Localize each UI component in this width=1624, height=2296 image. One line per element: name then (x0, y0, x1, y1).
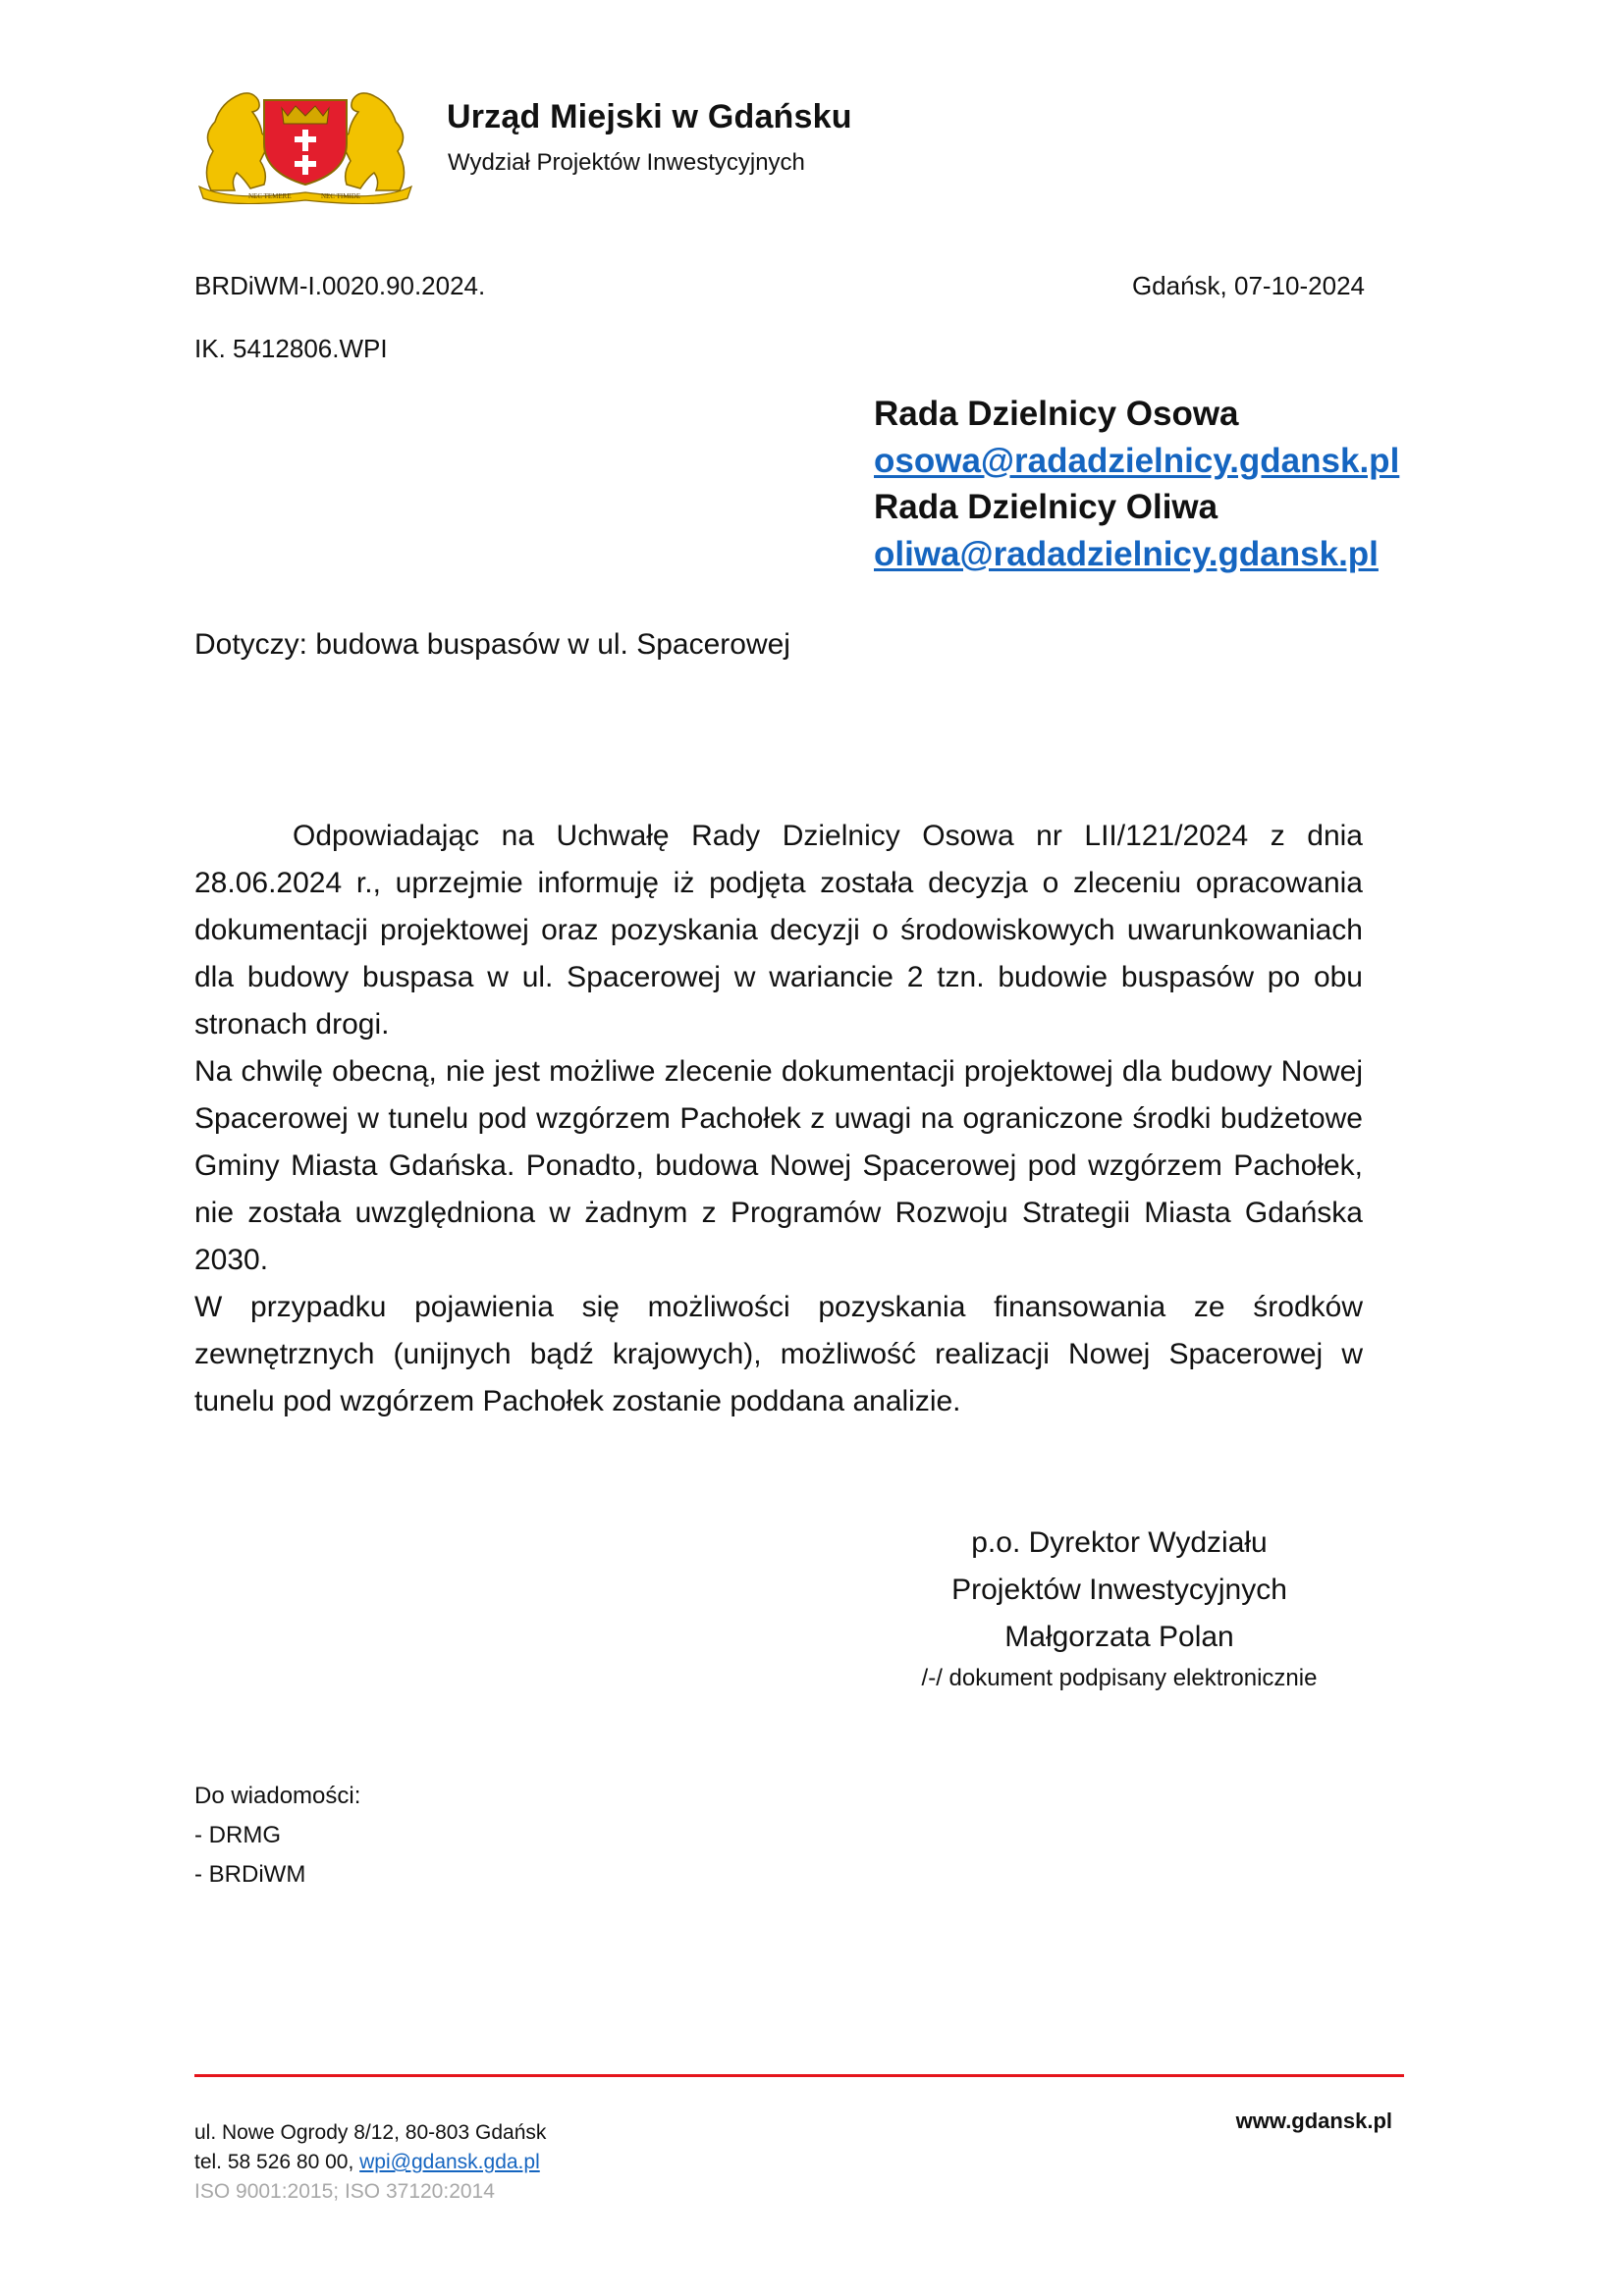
svg-text:NEC TIMIDE: NEC TIMIDE (321, 192, 361, 200)
subject-line: Dotyczy: budowa buspasów w ul. Spacerowej (194, 628, 790, 661)
signatory-name: Małgorzata Polan (1004, 1621, 1234, 1653)
footer-phone: tel. 58 526 80 00, (194, 2151, 360, 2173)
cc-item: - DRMG (194, 1822, 281, 1848)
recipients-block (874, 391, 1399, 577)
signatory-title: p.o. Dyrektor Wydziału (971, 1526, 1268, 1559)
gdansk-coat-of-arms-icon (191, 82, 419, 204)
body-paragraph: Na chwilę obecną, nie jest możliwe zlecenie dokumentacji projektowej dla budowy Nowej Spacerowej w tunelu pod wzgórzem Pachołek z uwagi na ograniczone środki budżetowe Gminy Miasta Gdańska. Ponadto, budowa Nowej Spacerowej pod wzgórzem Pachołek, nie została uwzględniona w żadnym z Programów Rozwoju Strategii Miasta Gdańska 2030. (194, 1055, 1363, 1276)
body-paragraph: Odpowiadając na Uchwałę Rady Dzielnicy Osowa nr LII/121/2024 z dnia 28.06.2024 r., uprzejmie informuję iż podjęta została decyzja o zleceniu opracowania dokumentacji projektowej oraz pozyskania decyzji o środowiskowych uwarunkowaniach dla budowy buspasa w ul. Spacerowej w wariancie 2 tzn. budowie buspasów po obu stronach drogi. (194, 820, 1363, 1041)
footer-contact (194, 2118, 546, 2207)
signatory-department: Projektów Inwestycyjnych (951, 1574, 1287, 1606)
cc-item: - BRDiWM (194, 1861, 306, 1888)
office-title: Urząd Miejski w Gdańsku (447, 98, 852, 135)
body-paragraph: W przypadku pojawienia się możliwości pozyskania finansowania ze środków zewnętrznych (unijnych bądź krajowych), możliwość realizacji Nowej Spacerowej w tunelu pod wzgórzem Pachołek zostanie poddana analizie. (194, 1291, 1363, 1417)
svg-text:NEC TEMERE: NEC TEMERE (248, 192, 292, 200)
case-number: IK. 5412806.WPI (194, 334, 388, 363)
signature-block (864, 1520, 1375, 1696)
electronic-signature-note: /-/ dokument podpisany elektronicznie (921, 1665, 1318, 1691)
footer-divider (194, 2074, 1404, 2077)
place-date: Gdańsk, 07-10-2024 (1131, 271, 1365, 300)
cc-block (194, 1777, 360, 1895)
footer-iso: ISO 9001:2015; ISO 37120:2014 (194, 2180, 495, 2203)
reference-number: BRDiWM-I.0020.90.2024. (194, 271, 486, 300)
recipient-email-link[interactable]: oliwa@radadzielnicy.gdansk.pl (874, 534, 1379, 573)
recipient-name: Rada Dzielnicy Oliwa (874, 488, 1218, 526)
cc-label: Do wiadomości: (194, 1783, 361, 1809)
footer-website[interactable]: www.gdansk.pl (1235, 2109, 1392, 2133)
footer-phone-line (194, 2148, 546, 2177)
footer-address: ul. Nowe Ogrody 8/12, 80-803 Gdańsk (194, 2121, 547, 2144)
letter-body (194, 813, 1363, 1425)
recipient-name: Rada Dzielnicy Osowa (874, 395, 1239, 433)
recipient-email-link[interactable]: osowa@radadzielnicy.gdansk.pl (874, 441, 1400, 480)
department-subtitle: Wydział Projektów Inwestycyjnych (448, 149, 805, 176)
footer-email-link[interactable]: wpi@gdansk.gda.pl (359, 2151, 540, 2173)
